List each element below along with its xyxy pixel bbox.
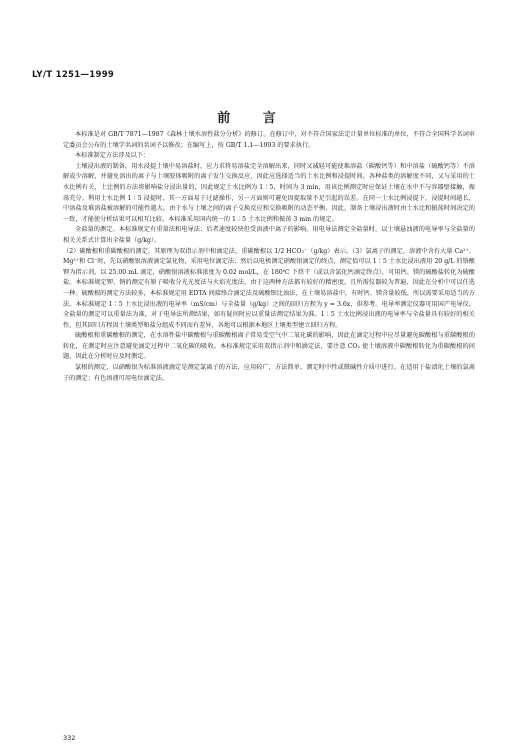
page-number: 332 <box>63 734 76 742</box>
page-title: 前 言 <box>217 111 290 126</box>
body-text <box>63 130 475 384</box>
paragraph-5: （2）碳酸根和重碳酸根的测定，其原理为双指示剂中和滴定法，重碳酸根以 1/2 HCO₃⁻（g/kg）表示。（3）氯离子的测定，溶液中含有大量 Ca²⁺、Mg²⁺和 Cl⁻时，先以硝酸银溶液滴定氯化物，采用电位滴定法；然后以电极测定硝酸银滴定的终点，测定值可以 1∶5 土水比浸出液用 20 g/L 的铬酸钾为指示剂，以 25.00 mL 滴定，硝酸银溶液标准浓度为 0.02 mol/L，在 180℃ 下烘干（或以含氯化钙滴定终点），可用钙、镁的硫酸盐转化为硫酸盐。本标准规定钾、钠的测定有原子吸收分光光度法与火焰光度法，由于这两种方法都有较好的精密度，且所需仪器较为普遍，因此在分析中可以任选一种。硫酸根的测定方法较多，本标准规定用 EDTA 间接络合滴定法及硫酸钡比浊法，在土壤易溶盐中，有时钙、镁含量较低，所以需要采用适当的方法。本标准规定 1∶5 土水比浸出液的电导率（mS/cm）与全盐量（g/kg）之间的回归方程为 y = 3.6x，供参考。电导率测定仪器可用国产电导仪。全盐量的测定可以重量法为准，对于电导法所测结果，如有疑问时应以重量法测定结果为准。1∶5 土水比例浸出液的电导率与全盐量具有较好的相关性，但其回归方程因土壤类型和盐分组成不同而有差异，各地可以根据本地区土壤类型建立回归方程。 <box>63 247 475 329</box>
paragraph-6: 硫酸根和重碳酸根的测定，在水溶性盐中碳酸根与重碳酸根离子常易受空气中二氧化碳的影响，因此在滴定过程中应尽量避免碳酸根与重碳酸根的转化，在测定时应注意避免滴定过程中二氧化碳的吸收。本标准规定采用双指示剂中和滴定法，要注意 CO₂ 使土壤溶液中碳酸根转化为重碳酸根的问题，因此在分析时应及时测定。 <box>63 332 475 361</box>
paragraph-3: 土壤浸出液的制备。用水浸提土壤中易溶盐时，应力求将易溶盐完全溶解出来，同时又减轻可能使难溶盐（碳酸钙等）和中溶盐（硫酸钙等）不溶解或少溶解，并避免溶出的离子与土壤胶体吸附的离子发生交换反应，因此应选择适当的土水比例和浸提时间。各种盐类的溶解度不同，又与采用的土水比例有关，土比例的方法将影响盐分浸出量的，因此规定土水比例为 1∶5，时间为 3 min，用该比例测定时应保证土壤在水中不与容器壁接触，振荡充分。利用土水比例 1∶5 浸提时，其一方面易于过滤操作，另一方面则可避免因提取量不足引起的误差。在同一土水比例浸提下，浸提时间越长，中溶盐及难溶盐被溶解的可能性越大。由于水与土壤之间的离子交换反应和交换吸附的动态平衡，因此，制备土壤浸出液时由土水比和振荡时间决定的一致，才能使分析结果可以相互比较。本标准采用国内统一的 1∶5 土水比例和振荡 3 min 的规定。 <box>63 162 475 223</box>
paragraph-1: 本标准是对 GB/T 7871—1987《森林土壤水溶性盐分分析》的修订。在修订中，对不符合国家法定计量单位标准的单位，不符合全国科学名词审定委员会公布的土壤学名词的名词予以修改；在编写上，按 GB/T 1.1—1993 的要求执行。 <box>63 131 475 149</box>
paragraph-4: 全盐量的测定。本标准规定有重量法和电导法；后者速度较快但受溶液中离子的影响。用电导法测定全盐量时，以土壤悬浊液的电导率与全盐量的相关关系式计算出全盐量（g/kg）。 <box>63 226 475 244</box>
paragraph-2: 本标准制定方法涉及以下： <box>75 152 150 160</box>
paragraph-7: 氯根的测定，以硝酸银为标准溶液滴定是测定氯离子的方法，应用较广，方法简单，测定时中性或微碱性介质中进行。在适用于盐渍化土壤的氯离子的测定；有色溶液可用电位滴定法。 <box>63 364 475 382</box>
standard-code-header: LY/T 1251—1999 <box>32 70 115 80</box>
